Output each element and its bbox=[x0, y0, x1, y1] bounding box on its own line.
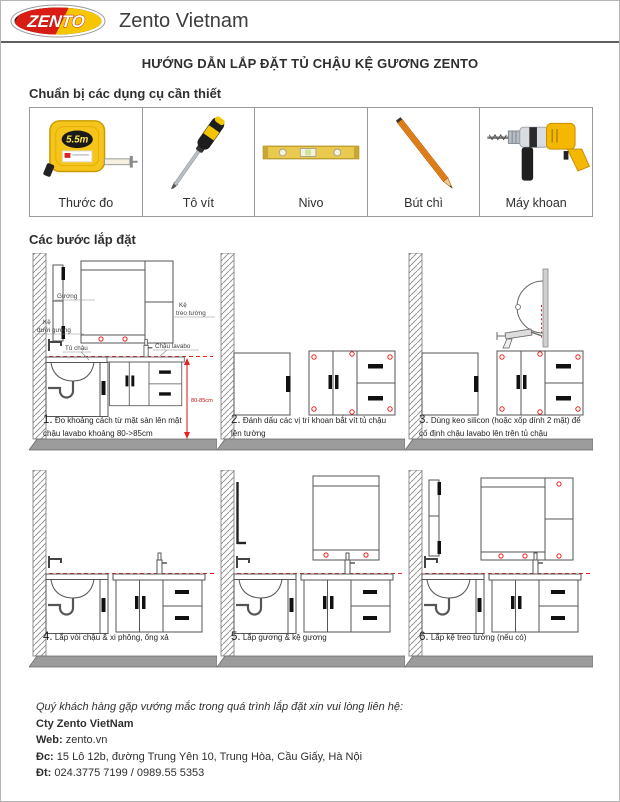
steps-heading: Các bước lắp đặt bbox=[29, 232, 136, 247]
label-under-mirror-1: Kệ bbox=[43, 319, 51, 326]
step-1-caption bbox=[43, 413, 195, 439]
tool-cell-level bbox=[254, 107, 368, 217]
step-4-panel bbox=[29, 470, 217, 675]
label-cabinet: Tủ chậu bbox=[65, 345, 88, 352]
step-6-panel bbox=[405, 470, 593, 675]
step-text: Lắp gương & kệ gương bbox=[242, 633, 327, 642]
steps-grid bbox=[29, 253, 593, 675]
company-name: Zento Vietnam bbox=[119, 9, 249, 32]
step-number: 2. bbox=[231, 414, 241, 426]
step-number: 5. bbox=[231, 631, 241, 643]
pencil-icon bbox=[368, 108, 480, 196]
step-2-panel bbox=[217, 253, 405, 458]
header bbox=[1, 1, 619, 43]
footer-phone-label: Đt: bbox=[36, 767, 52, 779]
step-text: Dùng keo silicon (hoặc xốp dính 2 mặt) để cố định chậu lavabo lên trên tủ chậu bbox=[419, 416, 581, 438]
label-under-mirror-2: dưới gương bbox=[37, 327, 71, 334]
step-4-caption bbox=[43, 630, 215, 646]
step-number: 4. bbox=[43, 631, 53, 643]
label-wall-shelf-1: Kệ bbox=[179, 302, 187, 309]
footer-phone-value: 024.3775 7199 / 0989.55 5353 bbox=[54, 767, 205, 779]
step-text: Đánh dấu các vị trí khoan bắt vít tủ chậu lên tường bbox=[231, 416, 387, 438]
label-sink: Chậu lavabo bbox=[155, 343, 191, 350]
step-text: Lắp vòi chậu & xi phông, ống xả bbox=[54, 633, 169, 642]
step-5-caption bbox=[231, 630, 403, 646]
step-number: 3. bbox=[419, 414, 429, 426]
tool-label: Tô vít bbox=[182, 196, 215, 210]
step-number: 6. bbox=[419, 631, 429, 643]
tool-cell-tape-measure bbox=[29, 107, 143, 217]
logo-text: ZENTO bbox=[26, 12, 86, 31]
footer-company: Cty Zento VietNam bbox=[36, 717, 134, 730]
footer-note: Quý khách hàng gặp vướng mắc trong quá trình lắp đặt xin vui lòng liên hệ: bbox=[36, 701, 404, 713]
step-6-caption bbox=[419, 630, 591, 646]
tool-label: Nivo bbox=[298, 196, 324, 210]
step-text: Lắp kệ treo tường (nếu có) bbox=[430, 633, 527, 642]
label-height: 80-85cm bbox=[191, 398, 213, 404]
level-icon bbox=[255, 108, 367, 196]
step-3-caption bbox=[419, 413, 591, 439]
tool-cell-screwdriver bbox=[142, 107, 256, 217]
footer-address-label: Đc: bbox=[36, 750, 54, 763]
tool-cell-drill bbox=[479, 107, 593, 217]
label-mirror: Gương bbox=[57, 293, 78, 300]
tools-table bbox=[29, 107, 593, 217]
footer bbox=[36, 699, 619, 782]
page-title: HƯỚNG DẪN LẮP ĐẶT TỦ CHẬU KỆ GƯƠNG ZENTO bbox=[141, 56, 479, 71]
step-2-caption bbox=[231, 413, 391, 439]
step-text: Đo khoảng cách từ mặt sàn lên mặt chậu lavabo khoảng 80->85cm bbox=[43, 416, 182, 438]
step-3-panel bbox=[405, 253, 593, 458]
step-5-panel bbox=[217, 470, 405, 675]
tool-cell-pencil bbox=[367, 107, 481, 217]
tools-heading: Chuẩn bị các dụng cụ cần thiết bbox=[29, 86, 222, 101]
tool-label: Thước đo bbox=[58, 196, 114, 210]
step-1-panel bbox=[29, 253, 217, 458]
step-number: 1. bbox=[43, 414, 53, 426]
label-wall-shelf-2: treo tường bbox=[176, 310, 206, 317]
screwdriver-icon bbox=[143, 108, 255, 196]
footer-address-value: 15 Lô 12b, đường Trung Yên 10, Trung Hòa, Cầu Giấy, Hà Nội bbox=[56, 750, 363, 763]
tool-label: Máy khoan bbox=[505, 196, 567, 210]
tool-label: Bút chì bbox=[404, 196, 444, 210]
footer-web-label: Web: bbox=[36, 734, 63, 746]
footer-web-value: zento.vn bbox=[65, 734, 108, 746]
drill-icon bbox=[480, 108, 592, 196]
zento-logo-icon bbox=[9, 4, 107, 38]
tape-measure-icon bbox=[30, 108, 142, 196]
tape-badge: 5.5m bbox=[65, 134, 89, 146]
